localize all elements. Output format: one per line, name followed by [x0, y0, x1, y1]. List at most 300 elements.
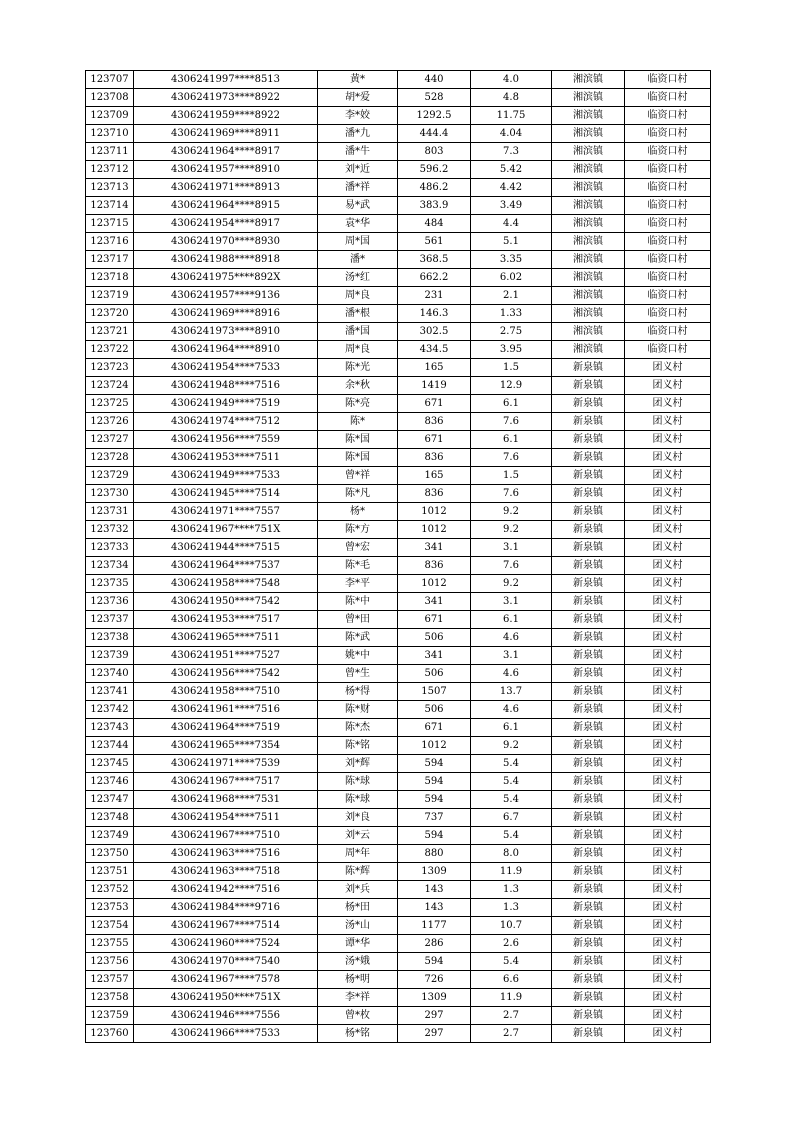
- cell-village: 团义村: [625, 827, 711, 845]
- cell-id-number: 4306241969****8911: [134, 125, 318, 143]
- cell-area: 2.6: [471, 935, 552, 953]
- cell-name: 曾*田: [318, 611, 398, 629]
- table-row: [86, 809, 711, 827]
- cell-area: 4.0: [471, 71, 552, 89]
- cell-serial-number: 123739: [86, 647, 134, 665]
- cell-amount: 341: [398, 593, 471, 611]
- cell-town: 新泉镇: [552, 755, 625, 773]
- cell-serial-number: 123732: [86, 521, 134, 539]
- cell-town: 湘滨镇: [552, 179, 625, 197]
- cell-village: 团义村: [625, 899, 711, 917]
- table-row: [86, 1025, 711, 1043]
- cell-amount: 297: [398, 1025, 471, 1043]
- table-row: [86, 575, 711, 593]
- cell-serial-number: 123723: [86, 359, 134, 377]
- cell-amount: 1309: [398, 863, 471, 881]
- cell-area: 5.4: [471, 827, 552, 845]
- cell-amount: 594: [398, 773, 471, 791]
- table-row: [86, 791, 711, 809]
- cell-amount: 231: [398, 287, 471, 305]
- cell-name: 周*良: [318, 287, 398, 305]
- cell-id-number: 4306241973****8910: [134, 323, 318, 341]
- cell-village: 临资口村: [625, 179, 711, 197]
- table-row: [86, 503, 711, 521]
- cell-amount: 803: [398, 143, 471, 161]
- cell-amount: 836: [398, 557, 471, 575]
- cell-id-number: 4306241965****7511: [134, 629, 318, 647]
- cell-area: 7.3: [471, 143, 552, 161]
- cell-name: 袁*华: [318, 215, 398, 233]
- cell-serial-number: 123708: [86, 89, 134, 107]
- cell-serial-number: 123734: [86, 557, 134, 575]
- cell-name: 汤*娥: [318, 953, 398, 971]
- table-row: [86, 341, 711, 359]
- cell-village: 团义村: [625, 953, 711, 971]
- cell-name: 陈*中: [318, 593, 398, 611]
- cell-id-number: 4306241957****9136: [134, 287, 318, 305]
- cell-id-number: 4306241971****7557: [134, 503, 318, 521]
- cell-name: 曾*枚: [318, 1007, 398, 1025]
- cell-village: 团义村: [625, 593, 711, 611]
- cell-name: 曾*生: [318, 665, 398, 683]
- cell-id-number: 4306241963****7518: [134, 863, 318, 881]
- cell-area: 6.7: [471, 809, 552, 827]
- cell-name: 潘*国: [318, 323, 398, 341]
- cell-town: 新泉镇: [552, 665, 625, 683]
- table-row: [86, 899, 711, 917]
- cell-amount: 726: [398, 971, 471, 989]
- cell-name: 陈*亮: [318, 395, 398, 413]
- cell-town: 湘滨镇: [552, 197, 625, 215]
- cell-village: 团义村: [625, 917, 711, 935]
- cell-serial-number: 123760: [86, 1025, 134, 1043]
- cell-serial-number: 123743: [86, 719, 134, 737]
- cell-town: 新泉镇: [552, 971, 625, 989]
- cell-id-number: 4306241959****8922: [134, 107, 318, 125]
- cell-village: 团义村: [625, 755, 711, 773]
- cell-town: 湘滨镇: [552, 305, 625, 323]
- cell-serial-number: 123749: [86, 827, 134, 845]
- cell-village: 临资口村: [625, 215, 711, 233]
- table-row: [86, 557, 711, 575]
- cell-serial-number: 123744: [86, 737, 134, 755]
- cell-village: 团义村: [625, 845, 711, 863]
- cell-name: 刘*辉: [318, 755, 398, 773]
- cell-id-number: 4306241949****7533: [134, 467, 318, 485]
- cell-serial-number: 123757: [86, 971, 134, 989]
- cell-area: 7.6: [471, 557, 552, 575]
- cell-village: 团义村: [625, 575, 711, 593]
- cell-area: 11.9: [471, 863, 552, 881]
- table-row: [86, 827, 711, 845]
- cell-id-number: 4306241971****8913: [134, 179, 318, 197]
- table-row: [86, 917, 711, 935]
- cell-name: 余*秋: [318, 377, 398, 395]
- cell-name: 刘*近: [318, 161, 398, 179]
- cell-village: 团义村: [625, 539, 711, 557]
- cell-area: 12.9: [471, 377, 552, 395]
- table-row: [86, 629, 711, 647]
- cell-serial-number: 123758: [86, 989, 134, 1007]
- cell-town: 新泉镇: [552, 827, 625, 845]
- table-row: [86, 773, 711, 791]
- cell-amount: 297: [398, 1007, 471, 1025]
- cell-name: 陈*财: [318, 701, 398, 719]
- cell-serial-number: 123715: [86, 215, 134, 233]
- cell-serial-number: 123755: [86, 935, 134, 953]
- cell-id-number: 4306241973****8922: [134, 89, 318, 107]
- cell-area: 3.49: [471, 197, 552, 215]
- cell-amount: 165: [398, 467, 471, 485]
- cell-village: 团义村: [625, 395, 711, 413]
- cell-id-number: 4306241967****7517: [134, 773, 318, 791]
- cell-town: 新泉镇: [552, 683, 625, 701]
- cell-area: 6.6: [471, 971, 552, 989]
- cell-amount: 341: [398, 647, 471, 665]
- cell-town: 新泉镇: [552, 431, 625, 449]
- cell-town: 新泉镇: [552, 1007, 625, 1025]
- cell-area: 4.04: [471, 125, 552, 143]
- cell-serial-number: 123745: [86, 755, 134, 773]
- table-row: [86, 395, 711, 413]
- table-row: [86, 647, 711, 665]
- cell-village: 临资口村: [625, 197, 711, 215]
- cell-id-number: 4306241954****7533: [134, 359, 318, 377]
- cell-id-number: 4306241967****7578: [134, 971, 318, 989]
- cell-area: 9.2: [471, 737, 552, 755]
- cell-amount: 594: [398, 755, 471, 773]
- table-row: [86, 251, 711, 269]
- cell-serial-number: 123727: [86, 431, 134, 449]
- cell-name: 陈*: [318, 413, 398, 431]
- cell-town: 新泉镇: [552, 647, 625, 665]
- cell-amount: 165: [398, 359, 471, 377]
- cell-serial-number: 123716: [86, 233, 134, 251]
- cell-serial-number: 123741: [86, 683, 134, 701]
- cell-name: 李*平: [318, 575, 398, 593]
- cell-village: 团义村: [625, 701, 711, 719]
- cell-town: 新泉镇: [552, 629, 625, 647]
- cell-serial-number: 123740: [86, 665, 134, 683]
- table-row: [86, 755, 711, 773]
- cell-village: 团义村: [625, 431, 711, 449]
- cell-id-number: 4306241975****892X: [134, 269, 318, 287]
- cell-amount: 671: [398, 431, 471, 449]
- cell-name: 周*年: [318, 845, 398, 863]
- cell-town: 新泉镇: [552, 809, 625, 827]
- table-row: [86, 269, 711, 287]
- cell-name: 陈*球: [318, 791, 398, 809]
- cell-village: 团义村: [625, 1007, 711, 1025]
- cell-amount: 434.5: [398, 341, 471, 359]
- cell-village: 临资口村: [625, 233, 711, 251]
- cell-village: 团义村: [625, 647, 711, 665]
- table-row: [86, 845, 711, 863]
- cell-area: 6.02: [471, 269, 552, 287]
- cell-amount: 836: [398, 485, 471, 503]
- table-row: [86, 125, 711, 143]
- cell-amount: 484: [398, 215, 471, 233]
- cell-town: 新泉镇: [552, 917, 625, 935]
- cell-town: 湘滨镇: [552, 323, 625, 341]
- cell-area: 3.1: [471, 539, 552, 557]
- cell-serial-number: 123717: [86, 251, 134, 269]
- cell-town: 新泉镇: [552, 773, 625, 791]
- cell-name: 姚*中: [318, 647, 398, 665]
- cell-town: 新泉镇: [552, 953, 625, 971]
- cell-area: 7.6: [471, 413, 552, 431]
- cell-name: 陈*武: [318, 629, 398, 647]
- cell-town: 新泉镇: [552, 935, 625, 953]
- cell-town: 湘滨镇: [552, 89, 625, 107]
- cell-name: 杨*明: [318, 971, 398, 989]
- cell-serial-number: 123731: [86, 503, 134, 521]
- cell-area: 1.33: [471, 305, 552, 323]
- cell-name: 汤*山: [318, 917, 398, 935]
- table-row: [86, 449, 711, 467]
- cell-town: 湘滨镇: [552, 233, 625, 251]
- cell-village: 团义村: [625, 557, 711, 575]
- table-row: [86, 665, 711, 683]
- cell-amount: 671: [398, 395, 471, 413]
- table-row: [86, 305, 711, 323]
- cell-name: 周*良: [318, 341, 398, 359]
- cell-serial-number: 123737: [86, 611, 134, 629]
- cell-amount: 506: [398, 665, 471, 683]
- cell-area: 3.1: [471, 647, 552, 665]
- table-row: [86, 1007, 711, 1025]
- cell-id-number: 4306241950****7542: [134, 593, 318, 611]
- cell-id-number: 4306241951****7527: [134, 647, 318, 665]
- cell-serial-number: 123735: [86, 575, 134, 593]
- cell-town: 新泉镇: [552, 359, 625, 377]
- table-row: [86, 683, 711, 701]
- cell-id-number: 4306241953****7517: [134, 611, 318, 629]
- cell-serial-number: 123722: [86, 341, 134, 359]
- cell-town: 新泉镇: [552, 701, 625, 719]
- cell-amount: 286: [398, 935, 471, 953]
- cell-area: 4.6: [471, 629, 552, 647]
- cell-amount: 143: [398, 899, 471, 917]
- table-row: [86, 107, 711, 125]
- table-row: [86, 197, 711, 215]
- cell-town: 新泉镇: [552, 611, 625, 629]
- cell-amount: 440: [398, 71, 471, 89]
- cell-serial-number: 123754: [86, 917, 134, 935]
- table-row: [86, 863, 711, 881]
- cell-village: 团义村: [625, 611, 711, 629]
- cell-area: 2.7: [471, 1007, 552, 1025]
- cell-town: 新泉镇: [552, 557, 625, 575]
- cell-amount: 671: [398, 611, 471, 629]
- cell-area: 4.8: [471, 89, 552, 107]
- cell-area: 2.7: [471, 1025, 552, 1043]
- cell-id-number: 4306241966****7533: [134, 1025, 318, 1043]
- cell-village: 临资口村: [625, 341, 711, 359]
- cell-area: 3.35: [471, 251, 552, 269]
- cell-town: 新泉镇: [552, 539, 625, 557]
- cell-name: 陈*球: [318, 773, 398, 791]
- cell-id-number: 4306241945****7514: [134, 485, 318, 503]
- cell-id-number: 4306241944****7515: [134, 539, 318, 557]
- cell-town: 湘滨镇: [552, 341, 625, 359]
- cell-town: 新泉镇: [552, 521, 625, 539]
- cell-amount: 146.3: [398, 305, 471, 323]
- cell-area: 13.7: [471, 683, 552, 701]
- cell-id-number: 4306241957****8910: [134, 161, 318, 179]
- cell-amount: 1292.5: [398, 107, 471, 125]
- table-row: [86, 89, 711, 107]
- cell-village: 团义村: [625, 467, 711, 485]
- cell-id-number: 4306241958****7510: [134, 683, 318, 701]
- cell-name: 李*祥: [318, 989, 398, 1007]
- cell-town: 新泉镇: [552, 377, 625, 395]
- cell-area: 9.2: [471, 521, 552, 539]
- table-row: [86, 611, 711, 629]
- cell-id-number: 4306241968****7531: [134, 791, 318, 809]
- cell-area: 1.3: [471, 899, 552, 917]
- cell-name: 陈*铭: [318, 737, 398, 755]
- cell-amount: 662.2: [398, 269, 471, 287]
- cell-town: 新泉镇: [552, 989, 625, 1007]
- cell-id-number: 4306241948****7516: [134, 377, 318, 395]
- cell-amount: 444.4: [398, 125, 471, 143]
- cell-town: 新泉镇: [552, 395, 625, 413]
- cell-amount: 836: [398, 413, 471, 431]
- cell-village: 临资口村: [625, 251, 711, 269]
- cell-id-number: 4306241967****7510: [134, 827, 318, 845]
- cell-serial-number: 123719: [86, 287, 134, 305]
- cell-village: 团义村: [625, 809, 711, 827]
- cell-serial-number: 123712: [86, 161, 134, 179]
- cell-amount: 594: [398, 827, 471, 845]
- cell-name: 潘*祥: [318, 179, 398, 197]
- cell-town: 新泉镇: [552, 737, 625, 755]
- cell-amount: 143: [398, 881, 471, 899]
- cell-area: 2.1: [471, 287, 552, 305]
- cell-id-number: 4306241954****7511: [134, 809, 318, 827]
- cell-town: 新泉镇: [552, 791, 625, 809]
- cell-name: 陈*辉: [318, 863, 398, 881]
- cell-name: 陈*凡: [318, 485, 398, 503]
- table-row: [86, 161, 711, 179]
- cell-id-number: 4306241946****7556: [134, 1007, 318, 1025]
- cell-serial-number: 123724: [86, 377, 134, 395]
- cell-name: 刘*良: [318, 809, 398, 827]
- cell-area: 11.75: [471, 107, 552, 125]
- table-row: [86, 377, 711, 395]
- table-row: [86, 701, 711, 719]
- cell-amount: 671: [398, 719, 471, 737]
- cell-town: 湘滨镇: [552, 251, 625, 269]
- table-row: [86, 287, 711, 305]
- cell-village: 团义村: [625, 359, 711, 377]
- cell-amount: 596.2: [398, 161, 471, 179]
- cell-area: 5.4: [471, 755, 552, 773]
- table-row: [86, 989, 711, 1007]
- cell-id-number: 4306241984****9716: [134, 899, 318, 917]
- table-row: [86, 179, 711, 197]
- cell-village: 临资口村: [625, 323, 711, 341]
- table-row: [86, 431, 711, 449]
- cell-town: 新泉镇: [552, 899, 625, 917]
- cell-amount: 486.2: [398, 179, 471, 197]
- cell-area: 5.4: [471, 791, 552, 809]
- cell-area: 4.6: [471, 665, 552, 683]
- cell-village: 团义村: [625, 989, 711, 1007]
- cell-area: 4.42: [471, 179, 552, 197]
- cell-amount: 528: [398, 89, 471, 107]
- cell-area: 7.6: [471, 449, 552, 467]
- cell-serial-number: 123711: [86, 143, 134, 161]
- cell-town: 湘滨镇: [552, 125, 625, 143]
- cell-id-number: 4306241967****751X: [134, 521, 318, 539]
- table-row: [86, 881, 711, 899]
- cell-town: 湘滨镇: [552, 287, 625, 305]
- cell-amount: 1012: [398, 737, 471, 755]
- table-body: [86, 71, 711, 1043]
- cell-id-number: 4306241953****7511: [134, 449, 318, 467]
- cell-area: 1.3: [471, 881, 552, 899]
- cell-amount: 341: [398, 539, 471, 557]
- cell-area: 3.95: [471, 341, 552, 359]
- cell-town: 新泉镇: [552, 881, 625, 899]
- cell-village: 团义村: [625, 773, 711, 791]
- table-row: [86, 485, 711, 503]
- cell-village: 团义村: [625, 971, 711, 989]
- cell-town: 湘滨镇: [552, 143, 625, 161]
- table-row: [86, 737, 711, 755]
- cell-area: 4.4: [471, 215, 552, 233]
- cell-id-number: 4306241988****8918: [134, 251, 318, 269]
- cell-name: 周*国: [318, 233, 398, 251]
- table-row: [86, 539, 711, 557]
- table-row: [86, 413, 711, 431]
- cell-village: 临资口村: [625, 71, 711, 89]
- cell-id-number: 4306241949****7519: [134, 395, 318, 413]
- cell-name: 易*武: [318, 197, 398, 215]
- cell-town: 湘滨镇: [552, 215, 625, 233]
- cell-name: 杨*得: [318, 683, 398, 701]
- cell-village: 团义村: [625, 503, 711, 521]
- cell-serial-number: 123753: [86, 899, 134, 917]
- cell-serial-number: 123736: [86, 593, 134, 611]
- cell-serial-number: 123759: [86, 1007, 134, 1025]
- table-row: [86, 971, 711, 989]
- cell-area: 6.1: [471, 611, 552, 629]
- table-row: [86, 467, 711, 485]
- cell-serial-number: 123709: [86, 107, 134, 125]
- cell-id-number: 4306241950****751X: [134, 989, 318, 1007]
- table-row: [86, 593, 711, 611]
- cell-amount: 368.5: [398, 251, 471, 269]
- cell-town: 新泉镇: [552, 485, 625, 503]
- cell-village: 团义村: [625, 449, 711, 467]
- cell-serial-number: 123725: [86, 395, 134, 413]
- cell-town: 新泉镇: [552, 467, 625, 485]
- cell-village: 团义村: [625, 521, 711, 539]
- cell-town: 新泉镇: [552, 593, 625, 611]
- cell-village: 团义村: [625, 629, 711, 647]
- cell-id-number: 4306241956****7559: [134, 431, 318, 449]
- cell-id-number: 4306241970****7540: [134, 953, 318, 971]
- cell-village: 团义村: [625, 863, 711, 881]
- cell-id-number: 4306241958****7548: [134, 575, 318, 593]
- cell-name: 汤*红: [318, 269, 398, 287]
- cell-id-number: 4306241960****7524: [134, 935, 318, 953]
- table-row: [86, 935, 711, 953]
- cell-area: 11.9: [471, 989, 552, 1007]
